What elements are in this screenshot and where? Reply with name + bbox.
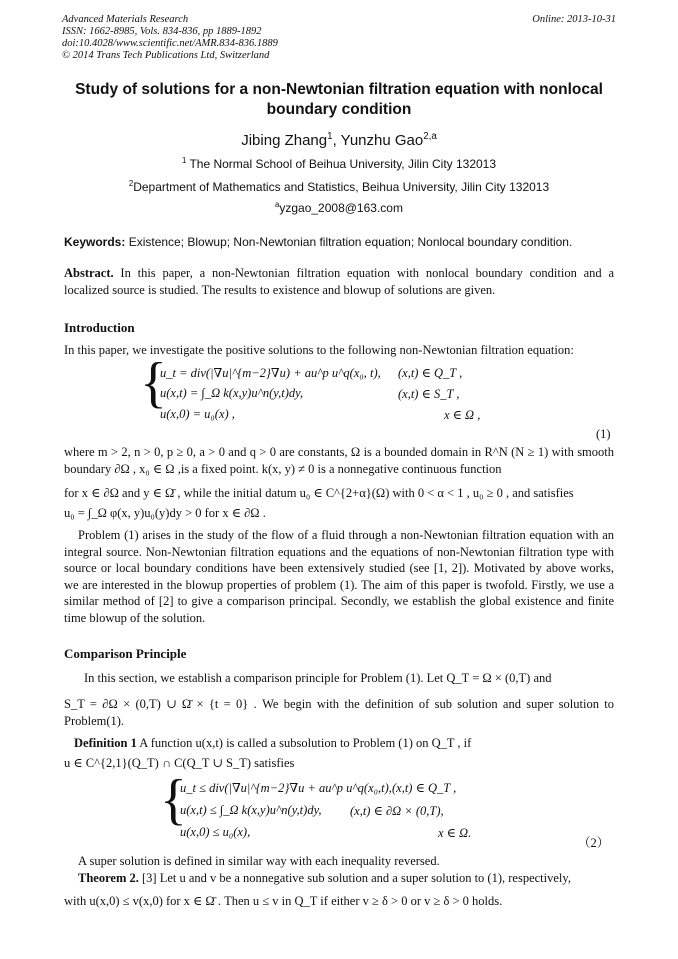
abstract-text: In this paper, a non-Newtonian filtration equation with nonlocal boundary condition and a localized source is studied. The results to existence and blowup of solutions are given. xyxy=(64,266,614,297)
eq2-number: （2） xyxy=(578,836,610,850)
comparison-p2: A super solution is defined in similar way with each inequality reversed. xyxy=(78,854,440,868)
email-text: yzgao_2008@163.com xyxy=(279,201,403,215)
eq1-brace: { xyxy=(140,352,167,414)
aff1-sup: 1 xyxy=(181,156,187,165)
comparison-p1b: S_T = ∂Ω × (0,T) ∪ Ω̄ × {t = 0} . We begin with the definition of sub solution and super solution to Problem(1). xyxy=(64,697,614,728)
definition-label: Definition 1 xyxy=(74,736,137,750)
eq2-line-3: u(x,0) ≤ u₀(x), xyxy=(180,825,251,839)
eq1-cond-3: x ∈ Ω , xyxy=(444,408,481,422)
aff1-text: The Normal School of Beihua University, Jilin City 132013 xyxy=(189,157,497,171)
online-date: Online: 2013-10-31 xyxy=(532,14,616,25)
keywords xyxy=(64,235,624,249)
keywords-label: Keywords: xyxy=(64,235,126,249)
intro-p1: In this paper, we investigate the positive solutions to the following non-Newtonian filtration equation: xyxy=(64,343,574,357)
comparison-p1a: In this section, we establish a comparison principle for Problem (1). Let Q_T = Ω × (0,T) and xyxy=(84,671,552,685)
comparison-heading: Comparison Principle xyxy=(64,646,187,661)
eq1-cond-1: (x,t) ∈ Q_T , xyxy=(398,366,463,380)
eq2-cond-3: x ∈ Ω. xyxy=(438,826,472,840)
aff2-text: Department of Mathematics and Statistics, Beihua University, Jilin City 132013 xyxy=(133,180,550,194)
intro-heading: Introduction xyxy=(64,320,135,335)
keywords-text: Existence; Blowup; Non-Newtonian filtration equation; Nonlocal boundary condition. xyxy=(125,235,573,249)
issn: ISSN: 1662-8985, Vols. 834-836, pp 1889-1892 xyxy=(62,26,262,37)
aff2-sup: 2 xyxy=(128,179,134,188)
definition-text: A function u(x,t) is called a subsolution to Problem (1) on Q_T , if xyxy=(136,736,472,750)
eq2-line-2: u(x,t) ≤ ∫_Ω k(x,y)u^n(y,t)dy, xyxy=(180,803,322,817)
eq1-line-1: u_t = div(|∇u|^{m−2}∇u) + au^p u^q(x₀, t), xyxy=(160,366,381,380)
theorem-label: Theorem 2. xyxy=(78,871,139,885)
author-2: Yunzhu Gao xyxy=(340,132,424,149)
eq2-cond-2: (x,t) ∈ ∂Ω × (0,T), xyxy=(350,804,444,818)
copyright: © 2014 Trans Tech Publications Ltd, Switzerland xyxy=(62,50,270,61)
eq1-number: (1) xyxy=(596,427,611,441)
eq1-line-3: u(x,0) = u₀(x) , xyxy=(160,407,235,421)
abstract-label: Abstract. xyxy=(64,266,114,280)
author-1-sup: 1 xyxy=(327,131,333,142)
intro-p2c: u₀ = ∫_Ω φ(x, y)u₀(y)dy > 0 for x ∈ ∂Ω . xyxy=(64,506,266,520)
intro-p3: Problem (1) arises in the study of the flow of a fluid through a non-Newtonian filtration equation with an integral source. Non-Newtonian filtration equations and the equations of non-Newtonian filtration type with source or local boundary conditions have been extensively studied (see [1, 2]). Motivated by above works, we are interested in the blowup properties of problem (1). The aim of this paper is twofold. Firstly, we use a similar method of [2] to give a comparison principal. Secondly, we establish the global existence and finite time blowup of the solution. xyxy=(64,528,614,625)
authors: Jibing Zhang$^1$, Yunzhu Gao$^{2,a}$ xyxy=(241,131,437,149)
doi: doi:10.4028/www.scientific.net/AMR.834-836.1889 xyxy=(62,38,278,49)
abstract xyxy=(64,265,614,298)
theorem-text-2: with u(x,0) ≤ v(x,0) for x ∈ Ω̄ . Then u ≤ v in Q_T if either v ≥ δ > 0 or v ≥ δ > 0 holds. xyxy=(64,894,503,908)
email xyxy=(0,201,678,215)
intro-p2b: for x ∈ ∂Ω and y ∈ Ω̄ , while the initial datum u₀ ∈ C^{2+α}(Ω) with 0 < α < 1 , u₀ ≥ 0 , and satisfies xyxy=(64,486,574,500)
eq1-line-2: u(x,t) = ∫_Ω k(x,y)u^n(y,t)dy, xyxy=(160,386,304,400)
journal-name: Advanced Materials Research xyxy=(62,14,189,25)
journal-header xyxy=(62,14,616,62)
author-1: Jibing Zhang xyxy=(241,132,328,149)
intro-p2a: where m > 2, n > 0, p ≥ 0, a > 0 and q > 0 are constants, Ω is a bounded domain in R^N (N ≥ 1) with smooth boundary ∂Ω , x₀ ∈ Ω ,is a fixed point. k(x, y) ≠ 0 is a nonnegative continuous function xyxy=(64,445,614,476)
affiliation-1 xyxy=(0,157,678,171)
eq2-cond-1: (x,t) ∈ Q_T , xyxy=(392,781,457,795)
eq2-brace: { xyxy=(160,769,187,831)
theorem-text: [3] Let u and v be a nonnegative sub solution and a super solution to (1), respectively, xyxy=(138,871,571,885)
definition-1 xyxy=(64,735,614,752)
email-sup: a xyxy=(275,200,280,209)
definition-text-2: u ∈ C^{2,1}(Q_T) ∩ C(Q_T ∪ S_T) satisfies xyxy=(64,756,295,770)
author-2-sup: 2,a xyxy=(423,131,437,142)
theorem-2 xyxy=(64,870,614,887)
paper-title: Study of solutions for a non-Newtonian filtration equation with nonlocal boundary condition xyxy=(75,81,603,118)
eq1-cond-2: (x,t) ∈ S_T , xyxy=(398,387,460,401)
affiliation-2 xyxy=(0,180,678,194)
eq2-line-1: u_t ≤ div(|∇u|^{m−2}∇u + au^p u^q(x₀,t), xyxy=(180,781,392,795)
